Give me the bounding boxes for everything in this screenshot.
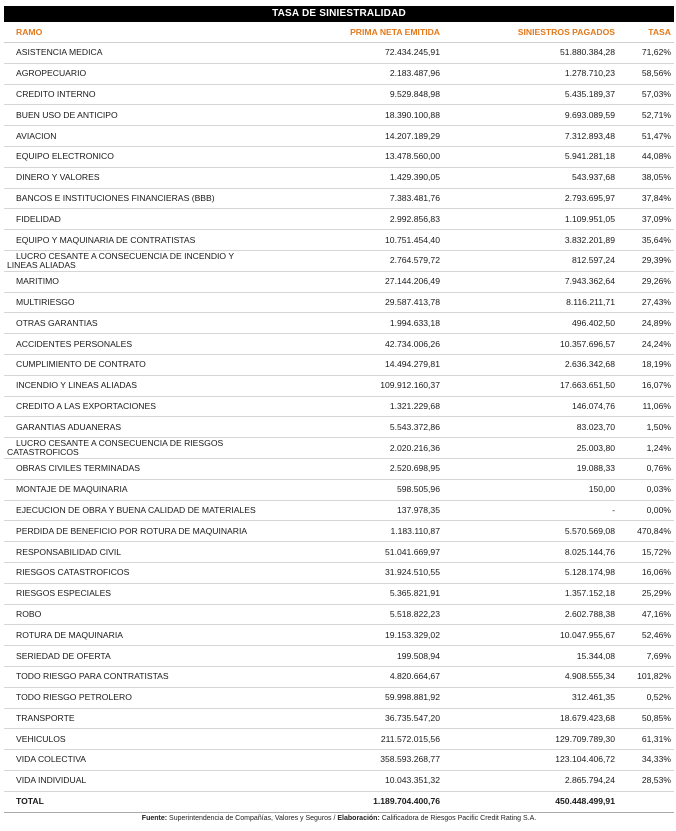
column-header-siniestros: SINIESTROS PAGADOS <box>443 22 618 43</box>
elaboration-label: Elaboración: <box>337 815 380 822</box>
cell-siniestros: 5.128.174,98 <box>443 562 618 583</box>
cell-siniestros: 543.937,68 <box>443 167 618 188</box>
table-row <box>4 521 674 542</box>
cell-prima: 5.518.822,23 <box>266 604 443 625</box>
table-row <box>4 479 674 500</box>
cell-ramo: ACCIDENTES PERSONALES <box>4 334 266 355</box>
table-row <box>4 230 674 251</box>
table-row <box>4 209 674 230</box>
cell-prima: 2.992.856,83 <box>266 209 443 230</box>
cell-siniestros: 19.088,33 <box>443 458 618 479</box>
cell-siniestros: 2.636.342,68 <box>443 354 618 375</box>
cell-tasa: 0,00% <box>618 500 674 521</box>
table-row <box>4 666 674 687</box>
cell-siniestros: 18.679.423,68 <box>443 708 618 729</box>
cell-tasa: 24,89% <box>618 313 674 334</box>
cell-tasa: 37,09% <box>618 209 674 230</box>
cell-prima: 13.478.560,00 <box>266 146 443 167</box>
cell-siniestros: - <box>443 500 618 521</box>
cell-ramo: EQUIPO ELECTRONICO <box>4 146 266 167</box>
total-siniestros: 450.448.499,91 <box>443 791 618 812</box>
cell-siniestros: 312.461,35 <box>443 687 618 708</box>
cell-tasa: 35,64% <box>618 230 674 251</box>
table-row <box>4 625 674 646</box>
cell-ramo: RIESGOS ESPECIALES <box>4 583 266 604</box>
cell-tasa: 16,06% <box>618 562 674 583</box>
table-row <box>4 396 674 417</box>
source-label: Fuente: <box>141 815 168 822</box>
cell-tasa: 61,31% <box>618 729 674 750</box>
cell-siniestros: 2.793.695,97 <box>443 188 618 209</box>
cell-ramo: DINERO Y VALORES <box>4 167 266 188</box>
table-row <box>4 750 674 771</box>
cell-siniestros: 812.597,24 <box>443 250 618 271</box>
source-footnote <box>4 815 674 822</box>
cell-prima: 10.043.351,32 <box>266 770 443 791</box>
table-row <box>4 271 674 292</box>
cell-ramo: EQUIPO Y MAQUINARIA DE CONTRATISTAS <box>4 230 266 251</box>
table-row <box>4 687 674 708</box>
table-row <box>4 708 674 729</box>
cell-ramo: AVIACION <box>4 126 266 147</box>
cell-ramo: MARITIMO <box>4 271 266 292</box>
cell-prima: 10.751.454,40 <box>266 230 443 251</box>
table-title: TASA DE SINIESTRALIDAD <box>4 6 674 22</box>
table-row <box>4 562 674 583</box>
cell-siniestros: 1.109.951,05 <box>443 209 618 230</box>
cell-siniestros: 5.435.189,37 <box>443 84 618 105</box>
cell-siniestros: 3.832.201,89 <box>443 230 618 251</box>
cell-siniestros: 25.003,80 <box>443 438 618 459</box>
cell-tasa: 50,85% <box>618 708 674 729</box>
cell-ramo: CUMPLIMIENTO DE CONTRATO <box>4 354 266 375</box>
cell-prima: 5.365.821,91 <box>266 583 443 604</box>
cell-ramo: VEHICULOS <box>4 729 266 750</box>
cell-tasa: 51,47% <box>618 126 674 147</box>
total-prima: 1.189.704.400,76 <box>266 791 443 812</box>
cell-ramo: TODO RIESGO PARA CONTRATISTAS <box>4 666 266 687</box>
table-row <box>4 126 674 147</box>
cell-tasa: 16,07% <box>618 375 674 396</box>
cell-ramo: RESPONSABILIDAD CIVIL <box>4 542 266 563</box>
total-row <box>4 791 674 812</box>
cell-ramo: ROTURA DE MAQUINARIA <box>4 625 266 646</box>
cell-ramo: OTRAS GARANTIAS <box>4 313 266 334</box>
cell-tasa: 52,46% <box>618 625 674 646</box>
cell-ramo: TRANSPORTE <box>4 708 266 729</box>
cell-tasa: 1,24% <box>618 438 674 459</box>
cell-tasa: 11,06% <box>618 396 674 417</box>
cell-tasa: 1,50% <box>618 417 674 438</box>
cell-tasa: 0,52% <box>618 687 674 708</box>
cell-prima: 72.434.245,91 <box>266 43 443 64</box>
cell-ramo: BANCOS E INSTITUCIONES FINANCIERAS (BBB) <box>4 188 266 209</box>
cell-tasa: 0,03% <box>618 479 674 500</box>
cell-siniestros: 123.104.406,72 <box>443 750 618 771</box>
table-row <box>4 729 674 750</box>
cell-siniestros: 8.025.144,76 <box>443 542 618 563</box>
cell-ramo: FIDELIDAD <box>4 209 266 230</box>
table-row <box>4 354 674 375</box>
cell-ramo: LUCRO CESANTE A CONSECUENCIA DE RIESGOS CATASTROFICOS <box>4 438 266 459</box>
cell-ramo: MULTIRIESGO <box>4 292 266 313</box>
cell-tasa: 38,05% <box>618 167 674 188</box>
cell-siniestros: 2.865.794,24 <box>443 770 618 791</box>
cell-tasa: 58,56% <box>618 63 674 84</box>
cell-siniestros: 150,00 <box>443 479 618 500</box>
cell-siniestros: 7.943.362,64 <box>443 271 618 292</box>
source-text: Superintendencia de Compañías, Valores y Seguros / <box>167 815 338 822</box>
column-header-prima: PRIMA NETA EMITIDA <box>266 22 443 43</box>
cell-tasa: 29,26% <box>618 271 674 292</box>
column-header-ramo: RAMO <box>4 22 266 43</box>
cell-siniestros: 10.047.955,67 <box>443 625 618 646</box>
cell-ramo: ASISTENCIA MEDICA <box>4 43 266 64</box>
cell-tasa: 28,53% <box>618 770 674 791</box>
table-body <box>4 43 674 813</box>
loss-ratio-table <box>4 22 674 813</box>
cell-ramo: BUEN USO DE ANTICIPO <box>4 105 266 126</box>
table-row <box>4 375 674 396</box>
cell-prima: 137.978,35 <box>266 500 443 521</box>
cell-ramo: GARANTIAS ADUANERAS <box>4 417 266 438</box>
table-row <box>4 63 674 84</box>
cell-tasa: 47,16% <box>618 604 674 625</box>
table-row <box>4 542 674 563</box>
cell-ramo: VIDA INDIVIDUAL <box>4 770 266 791</box>
cell-siniestros: 51.880.384,28 <box>443 43 618 64</box>
table-row <box>4 43 674 64</box>
table-row <box>4 167 674 188</box>
cell-prima: 2.764.579,72 <box>266 250 443 271</box>
cell-ramo: SERIEDAD DE OFERTA <box>4 646 266 667</box>
cell-tasa: 25,29% <box>618 583 674 604</box>
cell-prima: 19.153.329,02 <box>266 625 443 646</box>
cell-prima: 51.041.669,97 <box>266 542 443 563</box>
cell-siniestros: 4.908.555,34 <box>443 666 618 687</box>
table-row <box>4 438 674 459</box>
table-row <box>4 417 674 438</box>
table-row <box>4 646 674 667</box>
cell-tasa: 470,84% <box>618 521 674 542</box>
elaboration-text: Calificadora de Riesgos Pacific Credit Rating S.A. <box>379 815 537 822</box>
cell-tasa: 29,39% <box>618 250 674 271</box>
table-row <box>4 250 674 271</box>
cell-prima: 5.543.372,86 <box>266 417 443 438</box>
cell-prima: 36.735.547,20 <box>266 708 443 729</box>
cell-prima: 2.020.216,36 <box>266 438 443 459</box>
cell-siniestros: 9.693.089,59 <box>443 105 618 126</box>
cell-prima: 7.383.481,76 <box>266 188 443 209</box>
cell-tasa: 34,33% <box>618 750 674 771</box>
cell-prima: 211.572.015,56 <box>266 729 443 750</box>
table-row <box>4 292 674 313</box>
cell-prima: 598.505,96 <box>266 479 443 500</box>
table-row <box>4 313 674 334</box>
cell-tasa: 7,69% <box>618 646 674 667</box>
cell-prima: 29.587.413,78 <box>266 292 443 313</box>
cell-siniestros: 496.402,50 <box>443 313 618 334</box>
cell-tasa: 27,43% <box>618 292 674 313</box>
cell-siniestros: 7.312.893,48 <box>443 126 618 147</box>
cell-siniestros: 10.357.696,57 <box>443 334 618 355</box>
cell-prima: 59.998.881,92 <box>266 687 443 708</box>
cell-prima: 14.494.279,81 <box>266 354 443 375</box>
table-row <box>4 146 674 167</box>
cell-ramo: OBRAS CIVILES TERMINADAS <box>4 458 266 479</box>
column-header-tasa: TASA <box>618 22 674 43</box>
cell-tasa: 24,24% <box>618 334 674 355</box>
cell-ramo: TODO RIESGO PETROLERO <box>4 687 266 708</box>
cell-tasa: 101,82% <box>618 666 674 687</box>
cell-siniestros: 1.357.152,18 <box>443 583 618 604</box>
cell-prima: 2.183.487,96 <box>266 63 443 84</box>
cell-prima: 42.734.006,26 <box>266 334 443 355</box>
cell-siniestros: 83.023,70 <box>443 417 618 438</box>
cell-ramo: LUCRO CESANTE A CONSECUENCIA DE INCENDIO Y LINEAS ALIADAS <box>4 250 266 271</box>
cell-siniestros: 15.344,08 <box>443 646 618 667</box>
cell-prima: 109.912.160,37 <box>266 375 443 396</box>
table-row <box>4 84 674 105</box>
table-row <box>4 604 674 625</box>
cell-prima: 9.529.848,98 <box>266 84 443 105</box>
table-row <box>4 334 674 355</box>
cell-prima: 18.390.100,88 <box>266 105 443 126</box>
cell-ramo: PERDIDA DE BENEFICIO POR ROTURA DE MAQUINARIA <box>4 521 266 542</box>
cell-tasa: 57,03% <box>618 84 674 105</box>
cell-prima: 31.924.510,55 <box>266 562 443 583</box>
cell-tasa: 15,72% <box>618 542 674 563</box>
cell-siniestros: 1.278.710,23 <box>443 63 618 84</box>
cell-ramo: ROBO <box>4 604 266 625</box>
cell-siniestros: 146.074,76 <box>443 396 618 417</box>
cell-ramo: AGROPECUARIO <box>4 63 266 84</box>
cell-prima: 4.820.664,67 <box>266 666 443 687</box>
cell-ramo: MONTAJE DE MAQUINARIA <box>4 479 266 500</box>
cell-siniestros: 5.570.569,08 <box>443 521 618 542</box>
cell-prima: 1.321.229,68 <box>266 396 443 417</box>
cell-siniestros: 2.602.788,38 <box>443 604 618 625</box>
cell-siniestros: 5.941.281,18 <box>443 146 618 167</box>
table-row <box>4 188 674 209</box>
cell-ramo: EJECUCION DE OBRA Y BUENA CALIDAD DE MATERIALES <box>4 500 266 521</box>
cell-prima: 358.593.268,77 <box>266 750 443 771</box>
table-row <box>4 770 674 791</box>
table-row <box>4 105 674 126</box>
cell-tasa: 71,62% <box>618 43 674 64</box>
cell-prima: 1.994.633,18 <box>266 313 443 334</box>
cell-siniestros: 129.709.789,30 <box>443 729 618 750</box>
cell-tasa: 52,71% <box>618 105 674 126</box>
table-row <box>4 583 674 604</box>
cell-tasa: 37,84% <box>618 188 674 209</box>
cell-prima: 199.508,94 <box>266 646 443 667</box>
cell-siniestros: 8.116.211,71 <box>443 292 618 313</box>
cell-tasa: 18,19% <box>618 354 674 375</box>
cell-ramo: VIDA COLECTIVA <box>4 750 266 771</box>
cell-prima: 1.183.110,87 <box>266 521 443 542</box>
cell-prima: 27.144.206,49 <box>266 271 443 292</box>
cell-ramo: CREDITO INTERNO <box>4 84 266 105</box>
cell-prima: 2.520.698,95 <box>266 458 443 479</box>
header-row <box>4 22 674 43</box>
cell-prima: 1.429.390,05 <box>266 167 443 188</box>
cell-tasa: 0,76% <box>618 458 674 479</box>
table-row <box>4 458 674 479</box>
total-tasa <box>618 791 674 812</box>
cell-ramo: INCENDIO Y LINEAS ALIADAS <box>4 375 266 396</box>
cell-ramo: CREDITO A LAS EXPORTACIONES <box>4 396 266 417</box>
cell-tasa: 44,08% <box>618 146 674 167</box>
table-row <box>4 500 674 521</box>
cell-prima: 14.207.189,29 <box>266 126 443 147</box>
cell-siniestros: 17.663.651,50 <box>443 375 618 396</box>
cell-ramo: RIESGOS CATASTROFICOS <box>4 562 266 583</box>
total-label: TOTAL <box>4 791 266 812</box>
